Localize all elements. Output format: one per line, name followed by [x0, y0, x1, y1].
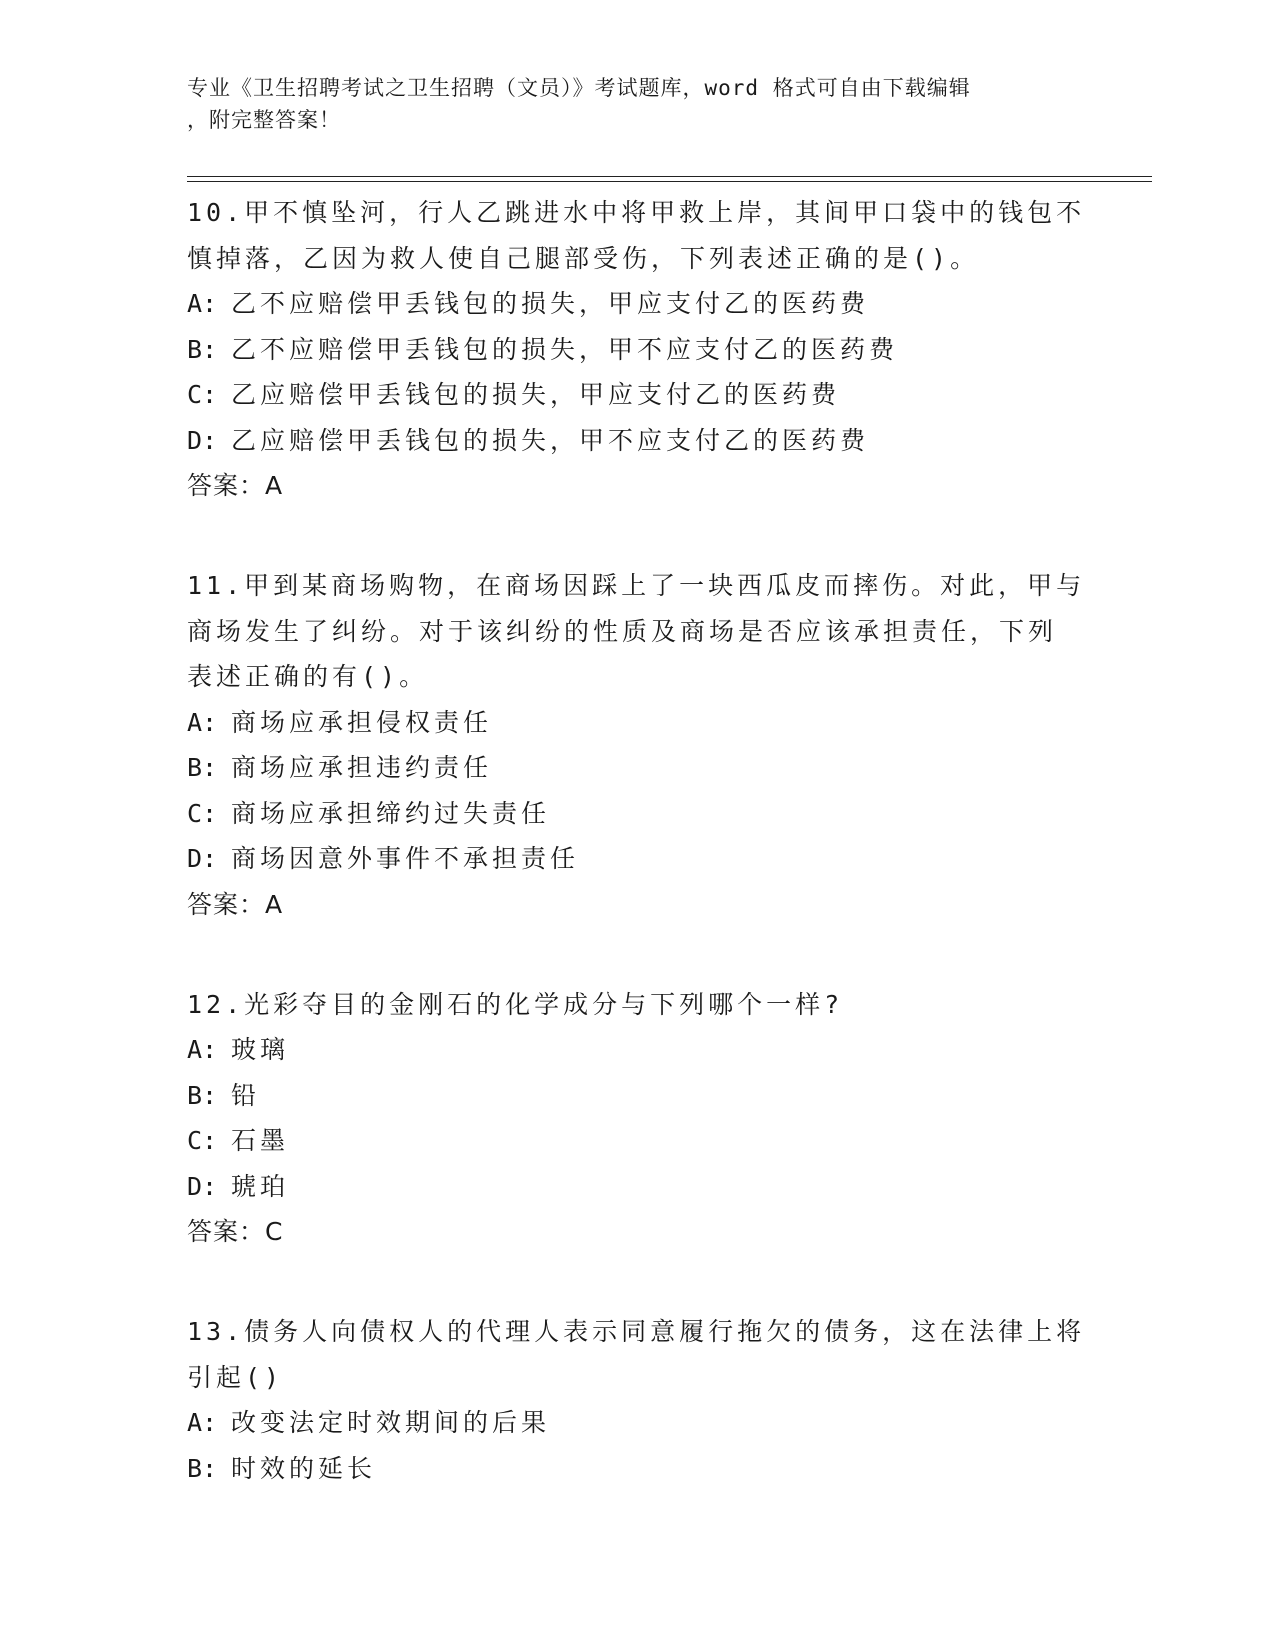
option-text: 商场应承担违约责任 — [231, 753, 493, 782]
option-key: A: — [187, 1035, 218, 1064]
option-text: 商场应承担侵权责任 — [231, 707, 493, 737]
option-b — [187, 327, 1087, 373]
option-b — [187, 1446, 1087, 1492]
option-key: B: — [187, 1080, 218, 1110]
question-text-line: 引起() — [187, 1362, 284, 1392]
option-d — [187, 836, 1087, 882]
option-d — [187, 1164, 1087, 1210]
option-c — [187, 1118, 1087, 1164]
header-line-2: ，附完整答案！ — [187, 108, 341, 132]
option-key: D: — [187, 425, 218, 455]
option-text: 铅 — [231, 1080, 261, 1110]
option-b — [187, 745, 1087, 791]
question-list — [187, 190, 1087, 1545]
option-text: 改变法定时效期间的后果 — [231, 1408, 551, 1437]
question-text-line: 12.光彩夺目的金刚石的化学成分与下列哪个一样? — [187, 989, 844, 1019]
option-key: C: — [187, 380, 218, 409]
option-text: 乙不应赔偿甲丢钱包的损失，甲应支付乙的医药费 — [231, 289, 870, 318]
option-d — [187, 418, 1087, 464]
option-b — [187, 1073, 1087, 1119]
answer-line: 答案：A — [187, 471, 284, 500]
question-text-line: 表述正确的有()。 — [187, 662, 429, 691]
question-text-line: 慎掉落，乙因为救人使自己腿部受伤，下列表述正确的是()。 — [187, 243, 980, 273]
option-key: B: — [187, 1453, 218, 1483]
answer-line: 答案：C — [187, 1217, 284, 1246]
option-text: 玻璃 — [231, 1035, 290, 1064]
option-text: 石墨 — [231, 1126, 290, 1155]
answer-line: 答案：A — [187, 889, 284, 919]
option-key: D: — [187, 1171, 218, 1201]
question-10 — [187, 190, 1087, 509]
option-key: A: — [187, 707, 218, 737]
option-key: C: — [187, 1126, 218, 1155]
option-text: 琥珀 — [231, 1171, 290, 1201]
header-divider-top — [187, 176, 1152, 177]
question-13 — [187, 1309, 1087, 1491]
option-key: D: — [187, 844, 218, 873]
option-text: 时效的延长 — [231, 1453, 377, 1483]
option-a — [187, 281, 1087, 327]
question-text-line: 11.甲到某商场购物，在商场因踩上了一块西瓜皮而摔伤。对此，甲与 — [187, 571, 1086, 600]
option-text: 乙应赔偿甲丢钱包的损失，甲应支付乙的医药费 — [231, 380, 841, 409]
option-c — [187, 372, 1087, 418]
question-text-line: 10.甲不慎坠河，行人乙跳进水中将甲救上岸，其间甲口袋中的钱包不 — [187, 198, 1086, 227]
option-a — [187, 1027, 1087, 1073]
option-text: 商场应承担缔约过失责任 — [231, 798, 551, 828]
question-12 — [187, 982, 1087, 1256]
header-line-1: 专业《卫生招聘考试之卫生招聘（文员）》考试题库，word 格式可自由下载编辑 — [187, 76, 971, 100]
option-c — [187, 791, 1087, 837]
option-key: B: — [187, 753, 218, 782]
document-header — [187, 72, 1067, 136]
option-key: A: — [187, 289, 218, 318]
option-key: C: — [187, 798, 218, 828]
question-text-line: 商场发生了纠纷。对于该纠纷的性质及商场是否应该承担责任，下列 — [187, 616, 1058, 646]
option-a — [187, 1400, 1087, 1446]
question-11 — [187, 563, 1087, 928]
header-divider-bottom — [187, 181, 1152, 182]
option-text: 乙应赔偿甲丢钱包的损失，甲不应支付乙的医药费 — [231, 425, 870, 455]
option-key: A: — [187, 1408, 218, 1437]
option-text: 乙不应赔偿甲丢钱包的损失，甲不应支付乙的医药费 — [231, 334, 899, 364]
option-a — [187, 700, 1087, 746]
option-key: B: — [187, 334, 218, 364]
option-text: 商场因意外事件不承担责任 — [231, 844, 580, 873]
question-text-line: 13.债务人向债权人的代理人表示同意履行拖欠的债务，这在法律上将 — [187, 1317, 1086, 1346]
